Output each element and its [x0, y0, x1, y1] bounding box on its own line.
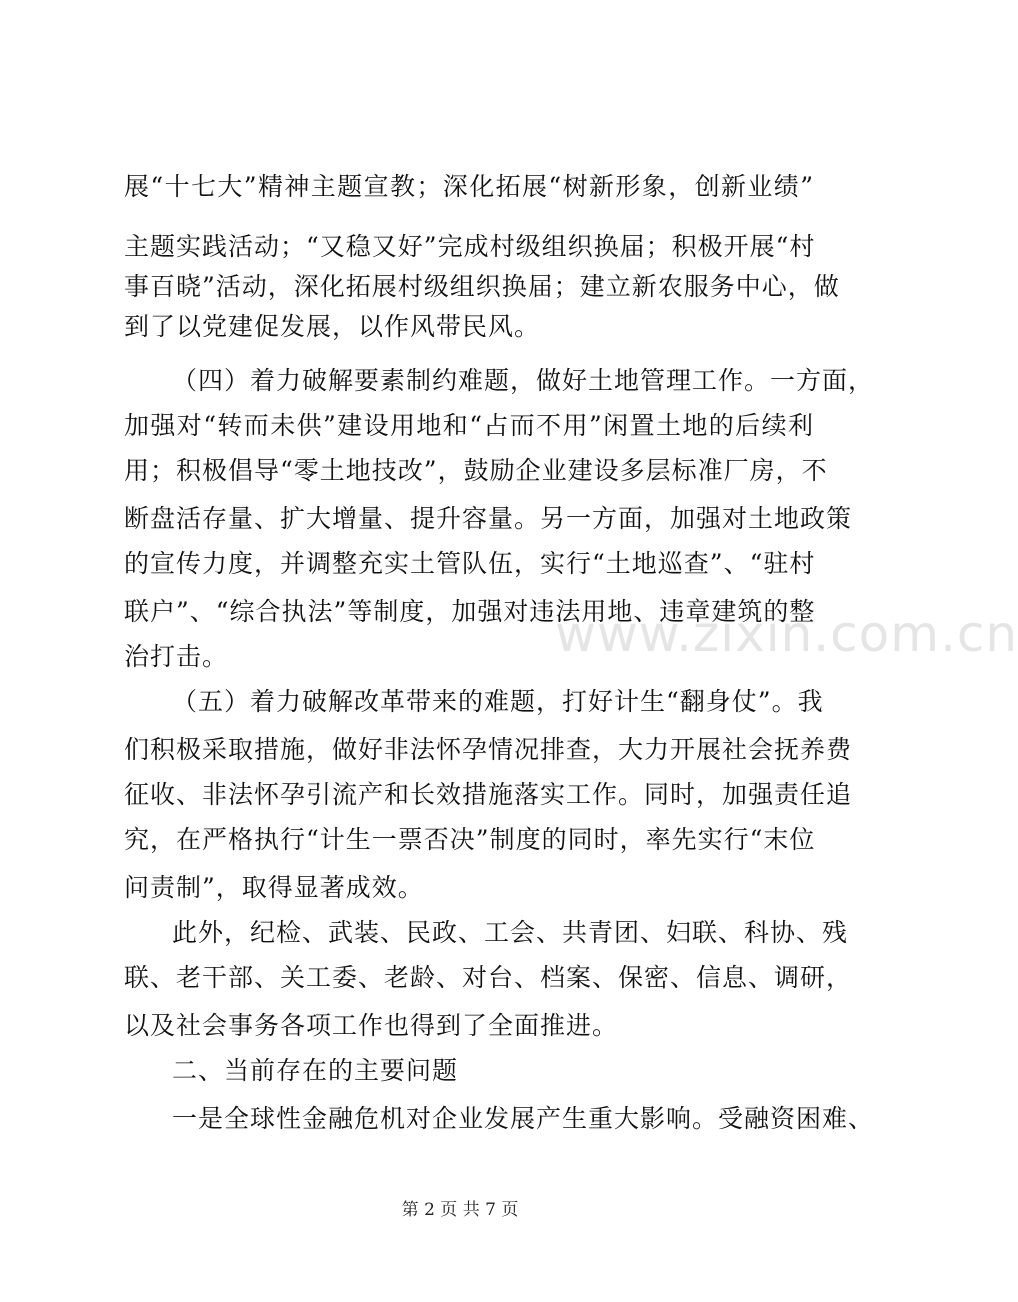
text-line: 事百晓”活动，深化拓展村级组织换届；建立新农服务中心，做	[124, 272, 840, 301]
text-line: 的宣传力度，并调整充实土管队伍，实行“土地巡查”、“驻村	[124, 549, 816, 578]
page-number: 第 2 页 共 7 页	[401, 1200, 519, 1220]
paragraph-heading-5: （五）着力破解改革带来的难题，打好计生“翻身仗”。我	[172, 687, 824, 716]
text-line: 联、老干部、关工委、老龄、对台、档案、保密、信息、调研，	[124, 963, 853, 992]
text-line: 用；积极倡导“零土地技改”，鼓励企业建设多层标准厂房，不	[124, 456, 828, 485]
text-line: 们积极采取措施，做好非法怀孕情况排查，大力开展社会抚养费	[124, 735, 853, 764]
text-line: 展“十七大”精神主题宣教；深化拓展“树新形象，创新业绩”	[124, 172, 814, 201]
text-line: 治打击。	[124, 642, 229, 671]
section-heading: 二、当前存在的主要问题	[172, 1056, 459, 1085]
text-line: 此外，纪检、武装、民政、工会、共青团、妇联、科协、残	[172, 918, 849, 947]
text-line: 以及社会事务各项工作也得到了全面推进。	[124, 1011, 619, 1040]
text-line: 究，在严格执行“计生一票否决”制度的同时，率先实行“末位	[124, 825, 816, 854]
text-line: 加强对“转而未供”建设用地和“占而不用”闲置土地的后续利	[124, 411, 814, 440]
text-line: 问责制”，取得显著成效。	[124, 873, 424, 902]
text-line: 断盘活存量、扩大增量、提升容量。另一方面，加强对土地政策	[124, 504, 853, 533]
text-line: 联户”、“综合执法”等制度，加强对违法用地、违章建筑的整	[124, 597, 816, 626]
paragraph-heading-4: （四）着力破解要素制约难题，做好土地管理工作。一方面，	[172, 366, 875, 395]
text-line: 到了以党建促发展，以作风带民风。	[124, 312, 541, 341]
text-line: 主题实践活动；“又稳又好”完成村级组织换届；积极开展“村	[124, 232, 816, 261]
watermark: www.zixin.com.cn	[555, 605, 1018, 663]
text-line: 一是全球性金融危机对企业发展产生重大影响。受融资困难、	[172, 1104, 875, 1133]
text-line: 征收、非法怀孕引流产和长效措施落实工作。同时，加强责任追	[124, 780, 853, 809]
